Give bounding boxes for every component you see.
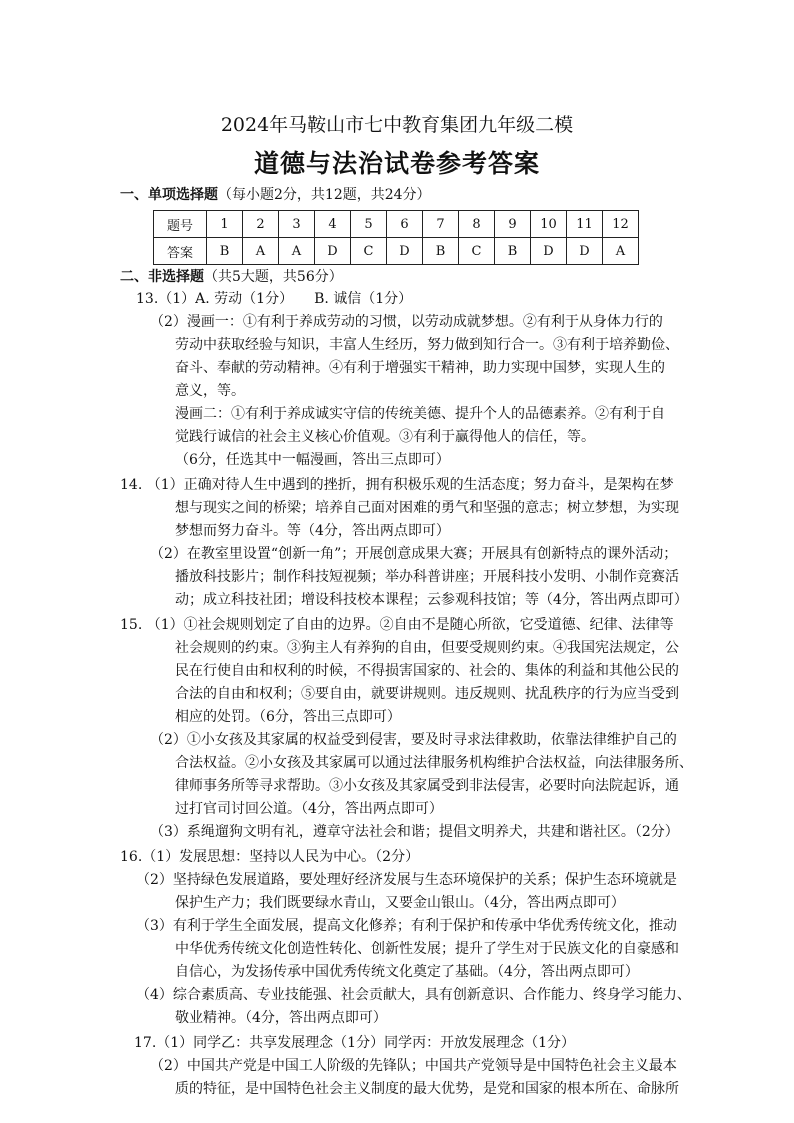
answer-line: （2）坚持绿色发展道路，要处理好经济发展与生态环境保护的关系；保护生态环境就是 — [136, 872, 677, 888]
answer-line: 过打官司讨回公道。（4分，答出两点即可） — [175, 801, 443, 817]
answer-line: 梦想而努力奋斗。等（4分，答出两点即可） — [175, 523, 450, 539]
answer-line: 觉践行诚信的社会主义核心价值观。③有利于赢得他人的信任，等。 — [175, 429, 595, 445]
section1-heading-line — [120, 185, 431, 205]
page-title: 道德与法治试卷参考答案 — [253, 149, 540, 178]
answer-line: （3）系绳遛狗文明有礼，遵章守法社会和谐；提倡文明养犬，共建和谐社区。（2分） — [150, 824, 679, 840]
answer-line: 播放科技影片；制作科技短视频；举办科普讲座；开展科技小发明、小制作竞赛活 — [175, 569, 679, 585]
answer-line: 中华优秀传统文化创造性转化、创新性发展；提升了学生对于民族文化的自豪感和 — [175, 941, 679, 957]
answer-line: 劳动中获取经验与知识，丰富人生经历，努力做到知行合一。③有利于培养勤俭、 — [175, 337, 679, 353]
answer-line: 14. （1）正确对待人生中遇到的挫折，拥有积极乐观的生活态度；努力奋斗，是架构在梦 — [120, 477, 674, 493]
answer-table-answer-row — [154, 238, 639, 265]
answer-table-number-row — [154, 211, 639, 238]
answer-line: （2）中国共产党是中国工人阶级的先锋队；中国共产党领导是中国特色社会主义最本 — [150, 1058, 677, 1074]
section2-heading-line — [120, 267, 343, 287]
answer-line: 保护生产力；我们既要绿水青山，又要金山银山。（4分，答出两点即可） — [175, 895, 625, 911]
question-number-cell: 6 — [387, 211, 423, 238]
answer-line: 奋斗、奉献的劳动精神。④有利于增强实干精神，助力实现中国梦，实现人生的 — [175, 360, 665, 376]
answer-line: （6分，任选其中一幅漫画，答出三点即可） — [175, 452, 450, 468]
answer-cell: C — [351, 238, 387, 265]
question-number-cell: 11 — [567, 211, 603, 238]
number-row-label: 题号 — [154, 211, 207, 238]
answer-cell: D — [531, 238, 567, 265]
question-number-cell: 5 — [351, 211, 387, 238]
answer-line: 意义，等。 — [175, 383, 245, 399]
answer-line: （3）有利于学生全面发展，提高文化修养；有利于保护和传承中华优秀传统文化，推动 — [136, 918, 677, 934]
page-subtitle: 2024年马鞍山市七中教育集团九年级二模 — [220, 114, 574, 136]
answer-cell: D — [567, 238, 603, 265]
section2-heading: 二、非选择题 — [120, 269, 204, 285]
question-number-cell: 10 — [531, 211, 567, 238]
answer-line: （2）①小女孩及其家属的权益受到侵害，要及时寻求法律救助，依靠法律维护自己的 — [150, 732, 677, 748]
answer-line: 民在行使自由和权利的时候，不得损害国家的、社会的、集体的利益和其他公民的 — [175, 663, 679, 679]
question-number-cell: 3 — [279, 211, 315, 238]
answer-line: 想与现实之间的桥梁；培养自己面对困难的勇气和坚强的意志；树立梦想，为实现 — [175, 500, 679, 516]
answer-line: （4）综合素质高、专业技能强、社会贡献大，具有创新意识、合作能力、终身学习能力、 — [136, 987, 691, 1003]
answer-line: 质的特征，是中国特色社会主义制度的最大优势，是党和国家的根本所在、命脉所 — [175, 1081, 679, 1097]
answer-line: 社会规则的约束。③狗主人有养狗的自由，但要受规则约束。④我国宪法规定，公 — [175, 640, 679, 656]
question-number-cell: 9 — [495, 211, 531, 238]
answer-cell: A — [279, 238, 315, 265]
question-number-cell: 2 — [243, 211, 279, 238]
section1-note: （每小题2分，共12题，共24分） — [218, 187, 431, 203]
answer-line: 17.（1）同学乙：共享发展理念（1分）同学丙：开放发展理念（1分） — [134, 1035, 575, 1051]
answer-cell: B — [207, 238, 243, 265]
answer-cell: A — [243, 238, 279, 265]
question-number-cell: 7 — [423, 211, 459, 238]
answer-line: 律师事务所等寻求帮助。③小女孩及其家属受到非法侵害，必要时向法院起诉，通 — [175, 778, 679, 794]
answer-cell: D — [315, 238, 351, 265]
answer-line: 合法权益。②小女孩及其家属可以通过法律服务机构维护合法权益，向法律服务所、 — [175, 755, 693, 771]
answer-cell: D — [387, 238, 423, 265]
answer-line: （2）漫画一：①有利于养成劳动的习惯，以劳动成就梦想。②有利于从身体力行的 — [150, 314, 663, 330]
question-number-cell: 1 — [207, 211, 243, 238]
answer-line: 13.（1）A. 劳动（1分） B. 诚信（1分） — [136, 291, 413, 307]
answer-line: 敬业精神。（4分，答出两点即可） — [175, 1010, 387, 1026]
section1-heading: 一、单项选择题 — [120, 187, 218, 203]
answer-cell: B — [495, 238, 531, 265]
answer-cell: A — [603, 238, 639, 265]
answer-row-label: 答案 — [154, 238, 207, 265]
question-number-cell: 12 — [603, 211, 639, 238]
section2-note: （共5大题，共56分） — [204, 269, 343, 285]
answer-line: 15. （1）①社会规则划定了自由的边界。②自由不是随心所欲，它受道德、纪律、法律等 — [120, 617, 674, 633]
answer-line: （2）在教室里设置“创新一角”；开展创意成果大赛；开展具有创新特点的课外活动； — [150, 546, 678, 562]
answer-line: 合法的自由和权利；⑤要自由，就要讲规则。违反规则、扰乱秩序的行为应当受到 — [175, 686, 679, 702]
answer-cell: C — [459, 238, 495, 265]
answer-line: 16.（1）发展思想：坚持以人民为中心。（2分） — [120, 849, 420, 865]
answer-table — [153, 210, 639, 265]
answer-line: 自信心，为发扬传承中国优秀传统文化奠定了基础。（4分，答出两点即可） — [175, 964, 639, 980]
answer-cell: B — [423, 238, 459, 265]
question-number-cell: 8 — [459, 211, 495, 238]
answer-line: 相应的处罚。（6分，答出三点即可） — [175, 709, 401, 725]
answer-line: 动；成立科技社团；增设科技校本课程；云参观科技馆；等（4分，答出两点即可） — [175, 592, 688, 608]
answer-line: 漫画二：①有利于养成诚实守信的传统美德、提升个人的品德素养。②有利于自 — [175, 406, 665, 422]
question-number-cell: 4 — [315, 211, 351, 238]
